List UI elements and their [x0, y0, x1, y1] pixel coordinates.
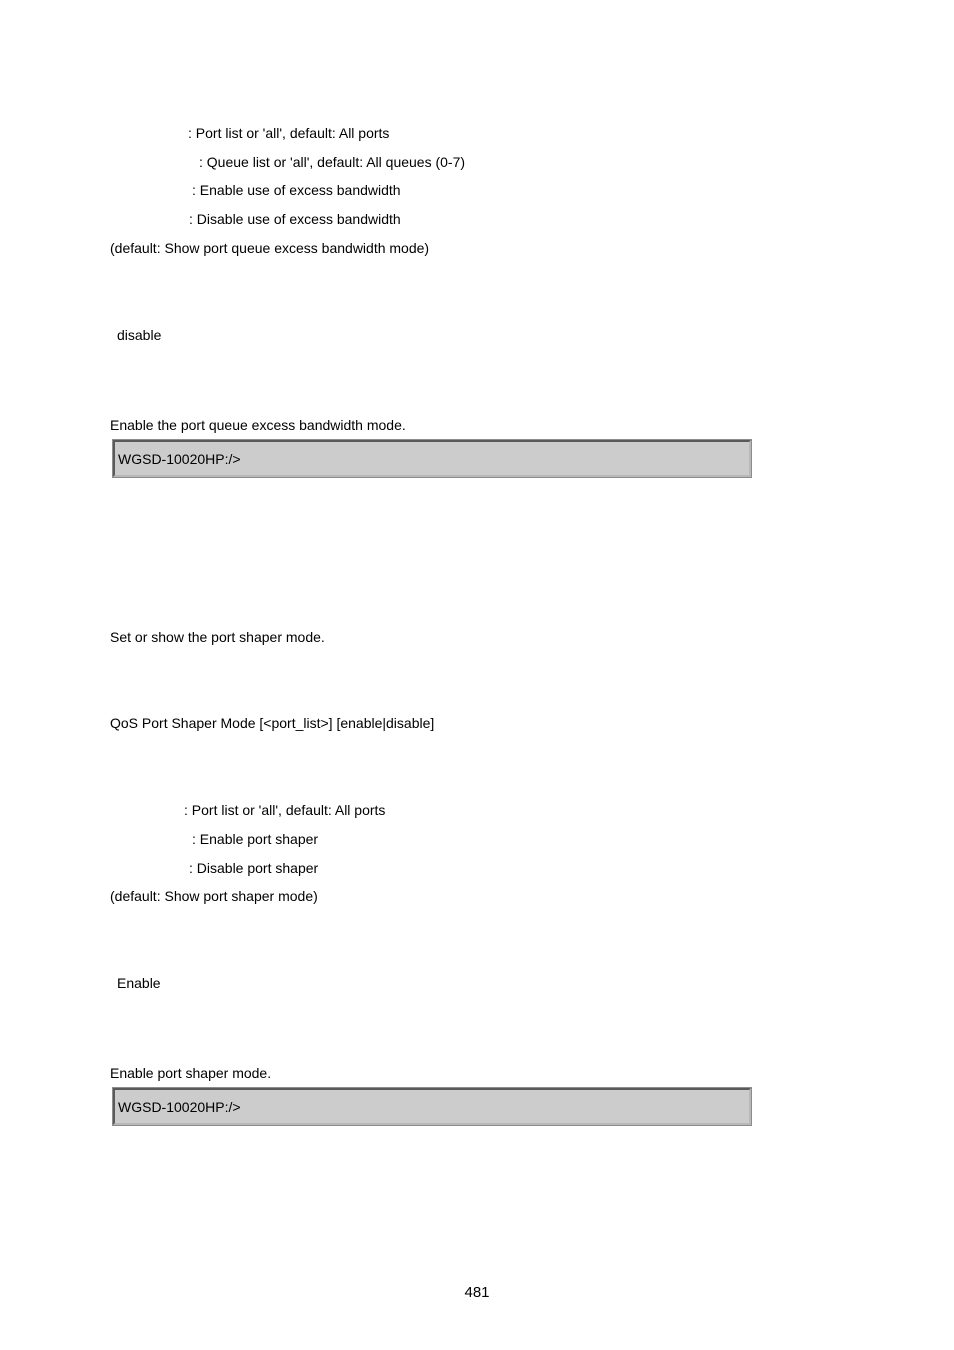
param-enable: : Enable use of excess bandwidth: [192, 182, 401, 198]
example-description: Enable the port queue excess bandwidth mode.: [110, 417, 406, 433]
command-prompt: WGSD-10020HP:/>: [118, 1099, 241, 1115]
param-port-list: : Port list or 'all', default: All ports: [184, 802, 386, 818]
param-port-list: : Port list or 'all', default: All ports: [188, 125, 390, 141]
param-disable: : Disable use of excess bandwidth: [189, 211, 401, 227]
page-number: 481: [464, 1284, 490, 1301]
param-default-note: (default: Show port queue excess bandwidth mode): [110, 240, 430, 256]
param-enable: : Enable port shaper: [192, 831, 319, 847]
command-example-box: [113, 440, 751, 477]
param-default-note: (default: Show port shaper mode): [110, 888, 318, 904]
command-example-box: [113, 1088, 751, 1125]
command-description: Set or show the port shaper mode.: [110, 629, 325, 645]
default-value: Enable: [117, 975, 161, 991]
default-value: disable: [117, 327, 162, 343]
example-description: Enable port shaper mode.: [110, 1065, 272, 1081]
param-queue-list: : Queue list or 'all', default: All queues (0-7): [199, 154, 466, 170]
command-syntax: QoS Port Shaper Mode [<port_list>] [enable|disable]: [110, 715, 435, 731]
command-prompt: WGSD-10020HP:/>: [118, 451, 241, 467]
param-disable: : Disable port shaper: [189, 860, 319, 876]
